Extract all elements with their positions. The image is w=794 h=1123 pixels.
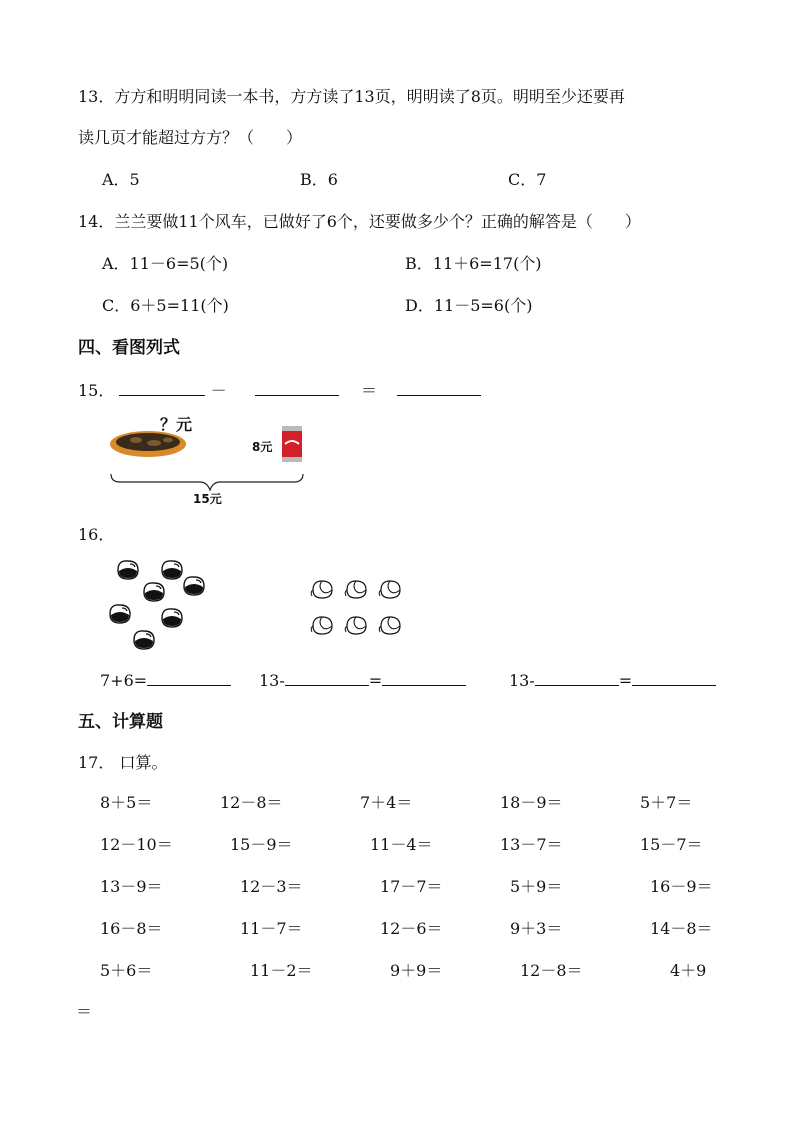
q16-eq3-equals: =	[618, 671, 633, 690]
calc-item[interactable]: 16－9＝	[650, 877, 713, 896]
q15-blank-2[interactable]	[255, 379, 339, 396]
q14-line1: 14．兰兰要做11个风车，已做好了6个，还要做多少个？正确的解答是（ ）	[78, 212, 641, 231]
calc-item[interactable]: 17－7＝	[380, 877, 443, 896]
q16-eq3	[509, 669, 716, 692]
calc-item[interactable]: 12－6＝	[380, 919, 443, 938]
q16-black-socks-figure	[104, 556, 224, 658]
calc-item[interactable]: 15－7＝	[640, 835, 703, 854]
calc-item[interactable]: 18－9＝	[500, 793, 563, 812]
q16-blank-3[interactable]	[382, 669, 466, 686]
calc-item[interactable]: 5＋6＝	[100, 961, 153, 980]
q13-option-a[interactable]: A．5	[102, 170, 140, 189]
q16-eq1	[100, 669, 231, 692]
q14-option-d[interactable]: D．11－5=6(个)	[405, 296, 533, 315]
q13-option-c[interactable]: C．7	[508, 170, 547, 189]
q13-option-b[interactable]: B．6	[300, 170, 338, 189]
calc-item[interactable]: 12－8＝	[520, 961, 583, 980]
q16-eq3-prefix: 13-	[509, 671, 535, 690]
black-sock-icon	[118, 561, 138, 579]
white-sock-icon	[379, 581, 400, 598]
q14-option-c[interactable]: C．6＋5=11(个)	[102, 296, 229, 315]
cola-price-label: 8元	[252, 440, 273, 454]
calc-item[interactable]: 12－10＝	[100, 835, 173, 854]
calc-item[interactable]: 13－9＝	[100, 877, 163, 896]
q16-number: 16．	[78, 525, 115, 544]
calc-item[interactable]: 8＋5＝	[100, 793, 153, 812]
q16-eq2	[259, 669, 466, 692]
section5-title: 五、计算题	[78, 712, 163, 732]
q16-eq1-text: 7+6=	[100, 671, 148, 690]
white-sock-icon	[311, 581, 332, 598]
calc-item[interactable]: 4＋9	[670, 961, 707, 980]
white-sock-icon	[345, 617, 366, 634]
q16-eq2-equals: =	[368, 671, 383, 690]
white-sock-icon	[379, 617, 400, 634]
q16-eq2-prefix: 13-	[259, 671, 285, 690]
calc-item[interactable]: 11－2＝	[250, 961, 313, 980]
black-sock-icon	[162, 609, 182, 627]
black-sock-icon	[134, 631, 154, 649]
black-sock-icon	[110, 605, 130, 623]
calc-item[interactable]: 11－7＝	[240, 919, 303, 938]
q15-number: 15．	[78, 381, 115, 400]
q13-line2: 读几页才能超过方方？（ ）	[78, 128, 303, 147]
q16-white-socks-figure	[310, 576, 410, 642]
q16-blank-4[interactable]	[535, 669, 619, 686]
calc-item[interactable]: 9＋9＝	[390, 961, 443, 980]
q16-blank-5[interactable]	[632, 669, 716, 686]
q16-blank-2[interactable]	[285, 669, 369, 686]
calc-item[interactable]: 13－7＝	[500, 835, 563, 854]
bread-price-label: ？元	[160, 415, 193, 434]
black-sock-icon	[162, 561, 182, 579]
q14-option-a[interactable]: A．11－6=5(个)	[102, 254, 229, 273]
calc-item[interactable]: 12－3＝	[240, 877, 303, 896]
calc-item[interactable]: 11－4＝	[370, 835, 433, 854]
calc-item[interactable]: 7＋4＝	[360, 793, 413, 812]
section4-title: 四、看图列式	[78, 338, 180, 358]
calc-item[interactable]: 9＋3＝	[510, 919, 563, 938]
cola-can-icon	[282, 426, 302, 462]
q15-equals: ＝	[360, 381, 377, 400]
calc-item[interactable]: 14－8＝	[650, 919, 713, 938]
calc-item[interactable]: 5＋9＝	[510, 877, 563, 896]
q14-option-b[interactable]: B．11＋6=17(个)	[405, 254, 542, 273]
q16-blank-1[interactable]	[147, 669, 231, 686]
calc-item[interactable]: 12－8＝	[220, 793, 283, 812]
white-sock-icon	[345, 581, 366, 598]
q17-title: 17． 口算。	[78, 753, 168, 772]
q15-minus: －	[210, 381, 227, 400]
calc-item[interactable]: 16－8＝	[100, 919, 163, 938]
q15-line	[78, 379, 481, 402]
total-price-label: 15元	[193, 492, 222, 506]
q13-line1: 13．方方和明明同读一本书，方方读了13页，明明读了8页。明明至少还要再	[78, 87, 625, 106]
calc-item[interactable]: 5＋7＝	[640, 793, 693, 812]
black-sock-icon	[184, 577, 204, 595]
calc-item[interactable]: 15－9＝	[230, 835, 293, 854]
black-sock-icon	[144, 583, 164, 601]
q15-blank-3[interactable]	[397, 379, 481, 396]
q17-trailing-equals: ＝	[76, 1002, 93, 1021]
q15-blank-1[interactable]	[119, 379, 205, 396]
white-sock-icon	[311, 617, 332, 634]
